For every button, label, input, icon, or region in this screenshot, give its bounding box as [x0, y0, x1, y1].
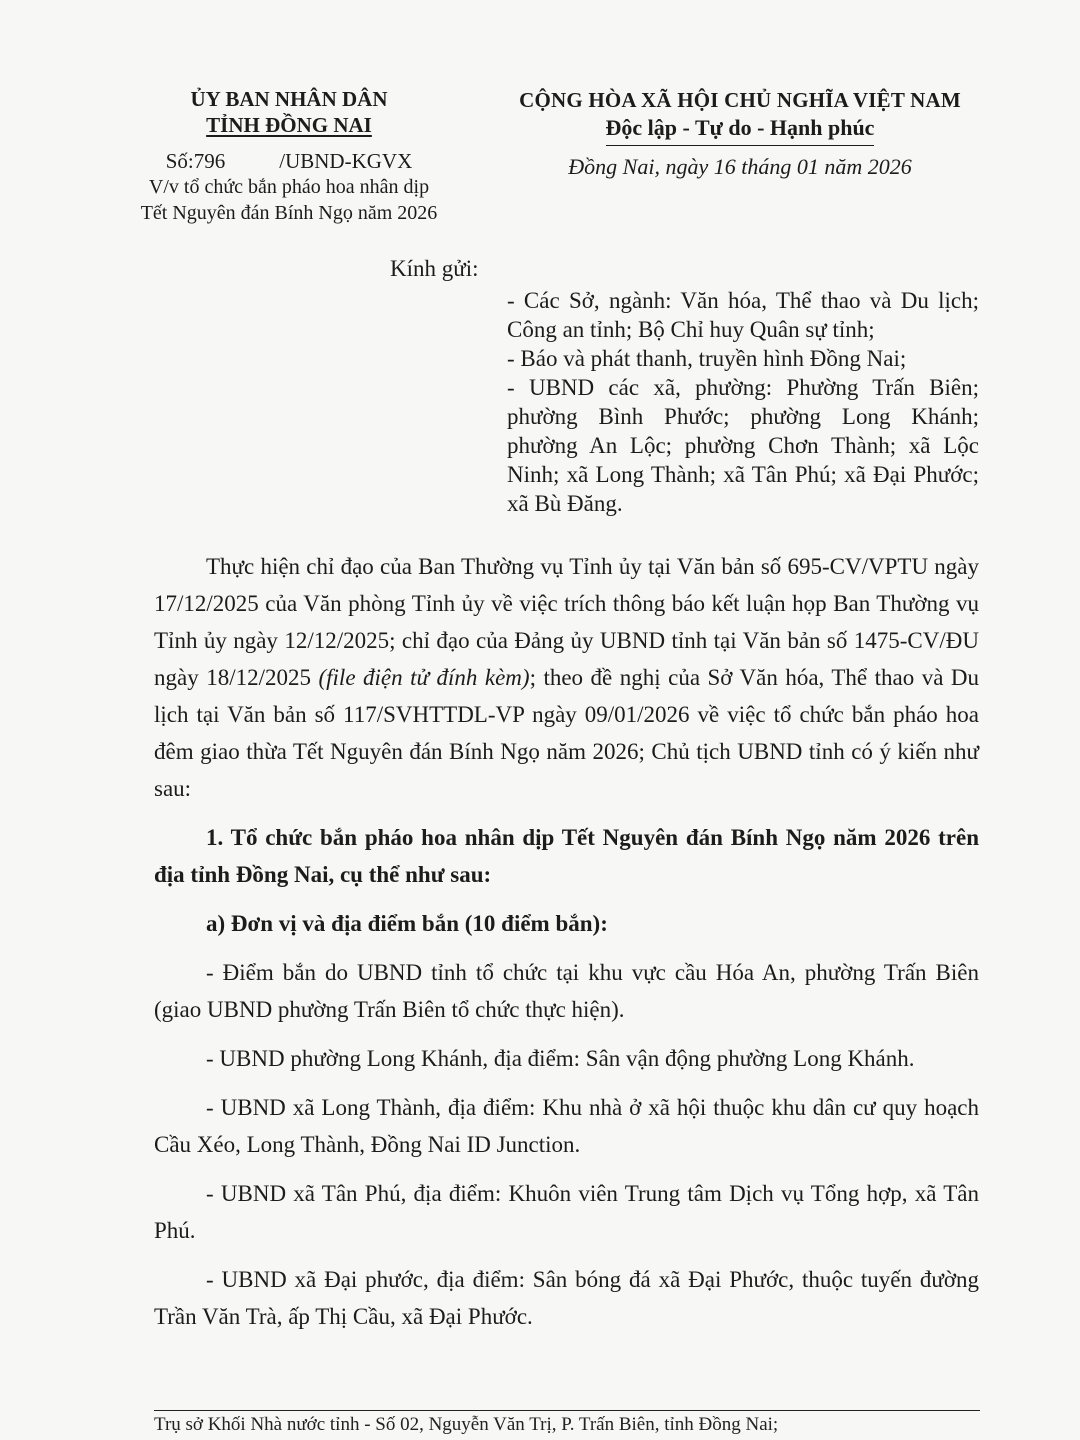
recipient-item: - Báo và phát thanh, truyền hình Đồng Nai;: [507, 346, 907, 371]
subsection-a-heading: a) Đơn vị và địa điểm bắn (10 điểm bắn):: [206, 911, 608, 936]
location-item: - UBND xã Long Thành, địa điểm: Khu nhà ở xã hội thuộc khu dân cư quy hoạch Cầu Xéo, Long Thành, Đồng Nai ID Junction.: [154, 1095, 979, 1157]
national-motto: Độc lập - Tự do - Hạnh phúc: [606, 114, 875, 146]
place-date: Đồng Nai, ngày 16 tháng 01 năm 2026: [568, 154, 912, 179]
location-item: - UBND xã Tân Phú, địa điểm: Khuôn viên Trung tâm Dịch vụ Tổng hợp, xã Tân Phú.: [154, 1181, 979, 1243]
national-title: CỘNG HÒA XÃ HỘI CHỦ NGHĨA VIỆT NAM: [519, 88, 961, 112]
issuer-province: TỈNH ĐỒNG NAI: [206, 113, 372, 137]
subject-line-2: Tết Nguyên đán Bính Ngọ năm 2026: [140, 202, 438, 224]
subject-line-1: V/v tổ chức bắn pháo hoa nhân dịp: [148, 176, 430, 198]
document-body: [154, 548, 979, 1347]
issuer-block: [118, 86, 460, 226]
footer-address: Trụ sở Khối Nhà nước tỉnh - Số 02, Nguyễn Văn Trị, P. Trấn Biên, tỉnh Đồng Nai;: [154, 1414, 779, 1435]
location-item: - Điểm bắn do UBND tỉnh tổ chức tại khu vực cầu Hóa An, phường Trấn Biên (giao UBND phường Trấn Biên tổ chức thực hiện).: [154, 960, 979, 1022]
national-header: [500, 86, 980, 180]
footer-divider: [154, 1410, 980, 1411]
location-item: - UBND xã Đại phước, địa điểm: Sân bóng đá xã Đại Phước, thuộc tuyến đường Trần Văn Trà, ấp Thị Cầu, xã Đại Phước.: [154, 1267, 979, 1329]
section-1-heading: 1. Tổ chức bắn pháo hoa nhân dịp Tết Nguyên đán Bính Ngọ năm 2026 trên địa tỉnh Đồng Nai, cụ thể như sau:: [154, 825, 979, 887]
addressee-label: Kính gửi:: [390, 256, 479, 281]
issuer-org: ỦY BAN NHÂN DÂN: [190, 87, 388, 111]
recipient-item: - UBND các xã, phường: Phường Trấn Biên; phường Bình Phước; phường Long Khánh; phường An Lộc; phường Chơn Thành; xã Lộc Ninh; xã Long Thành; xã Tân Phú; xã Đại Phước; xã Bù Đăng.: [507, 375, 979, 516]
location-item: - UBND phường Long Khánh, địa điểm: Sân vận động phường Long Khánh.: [206, 1046, 915, 1071]
document-number: Số:796 /UBND-KGVX: [165, 149, 413, 173]
recipient-item: - Các Sở, ngành: Văn hóa, Thể thao và Du lịch; Công an tỉnh; Bộ Chỉ huy Quân sự tỉnh;: [507, 288, 979, 342]
recipient-list: [507, 286, 979, 518]
intro-paragraph: Thực hiện chỉ đạo của Ban Thường vụ Tỉnh ủy tại Văn bản số 695-CV/VPTU ngày 17/12/2025 của Văn phòng Tỉnh ủy về việc trích thông báo kết luận họp Ban Thường vụ Tỉnh ủy ngày 12/12/2025; chỉ đạo của Đảng ủy UBND tỉnh tại Văn bản số 1475-CV/ĐU ngày 18/12/2025 (file điện tử đính kèm); theo đề nghị của Sở Văn hóa, Thể thao và Du lịch tại Văn bản số 117/SVHTTDL-VP ngày 09/01/2026 về việc tổ chức bắn pháo hoa đêm giao thừa Tết Nguyên đán Bính Ngọ năm 2026; Chủ tịch UBND tỉnh có ý kiến như sau:: [154, 554, 979, 801]
